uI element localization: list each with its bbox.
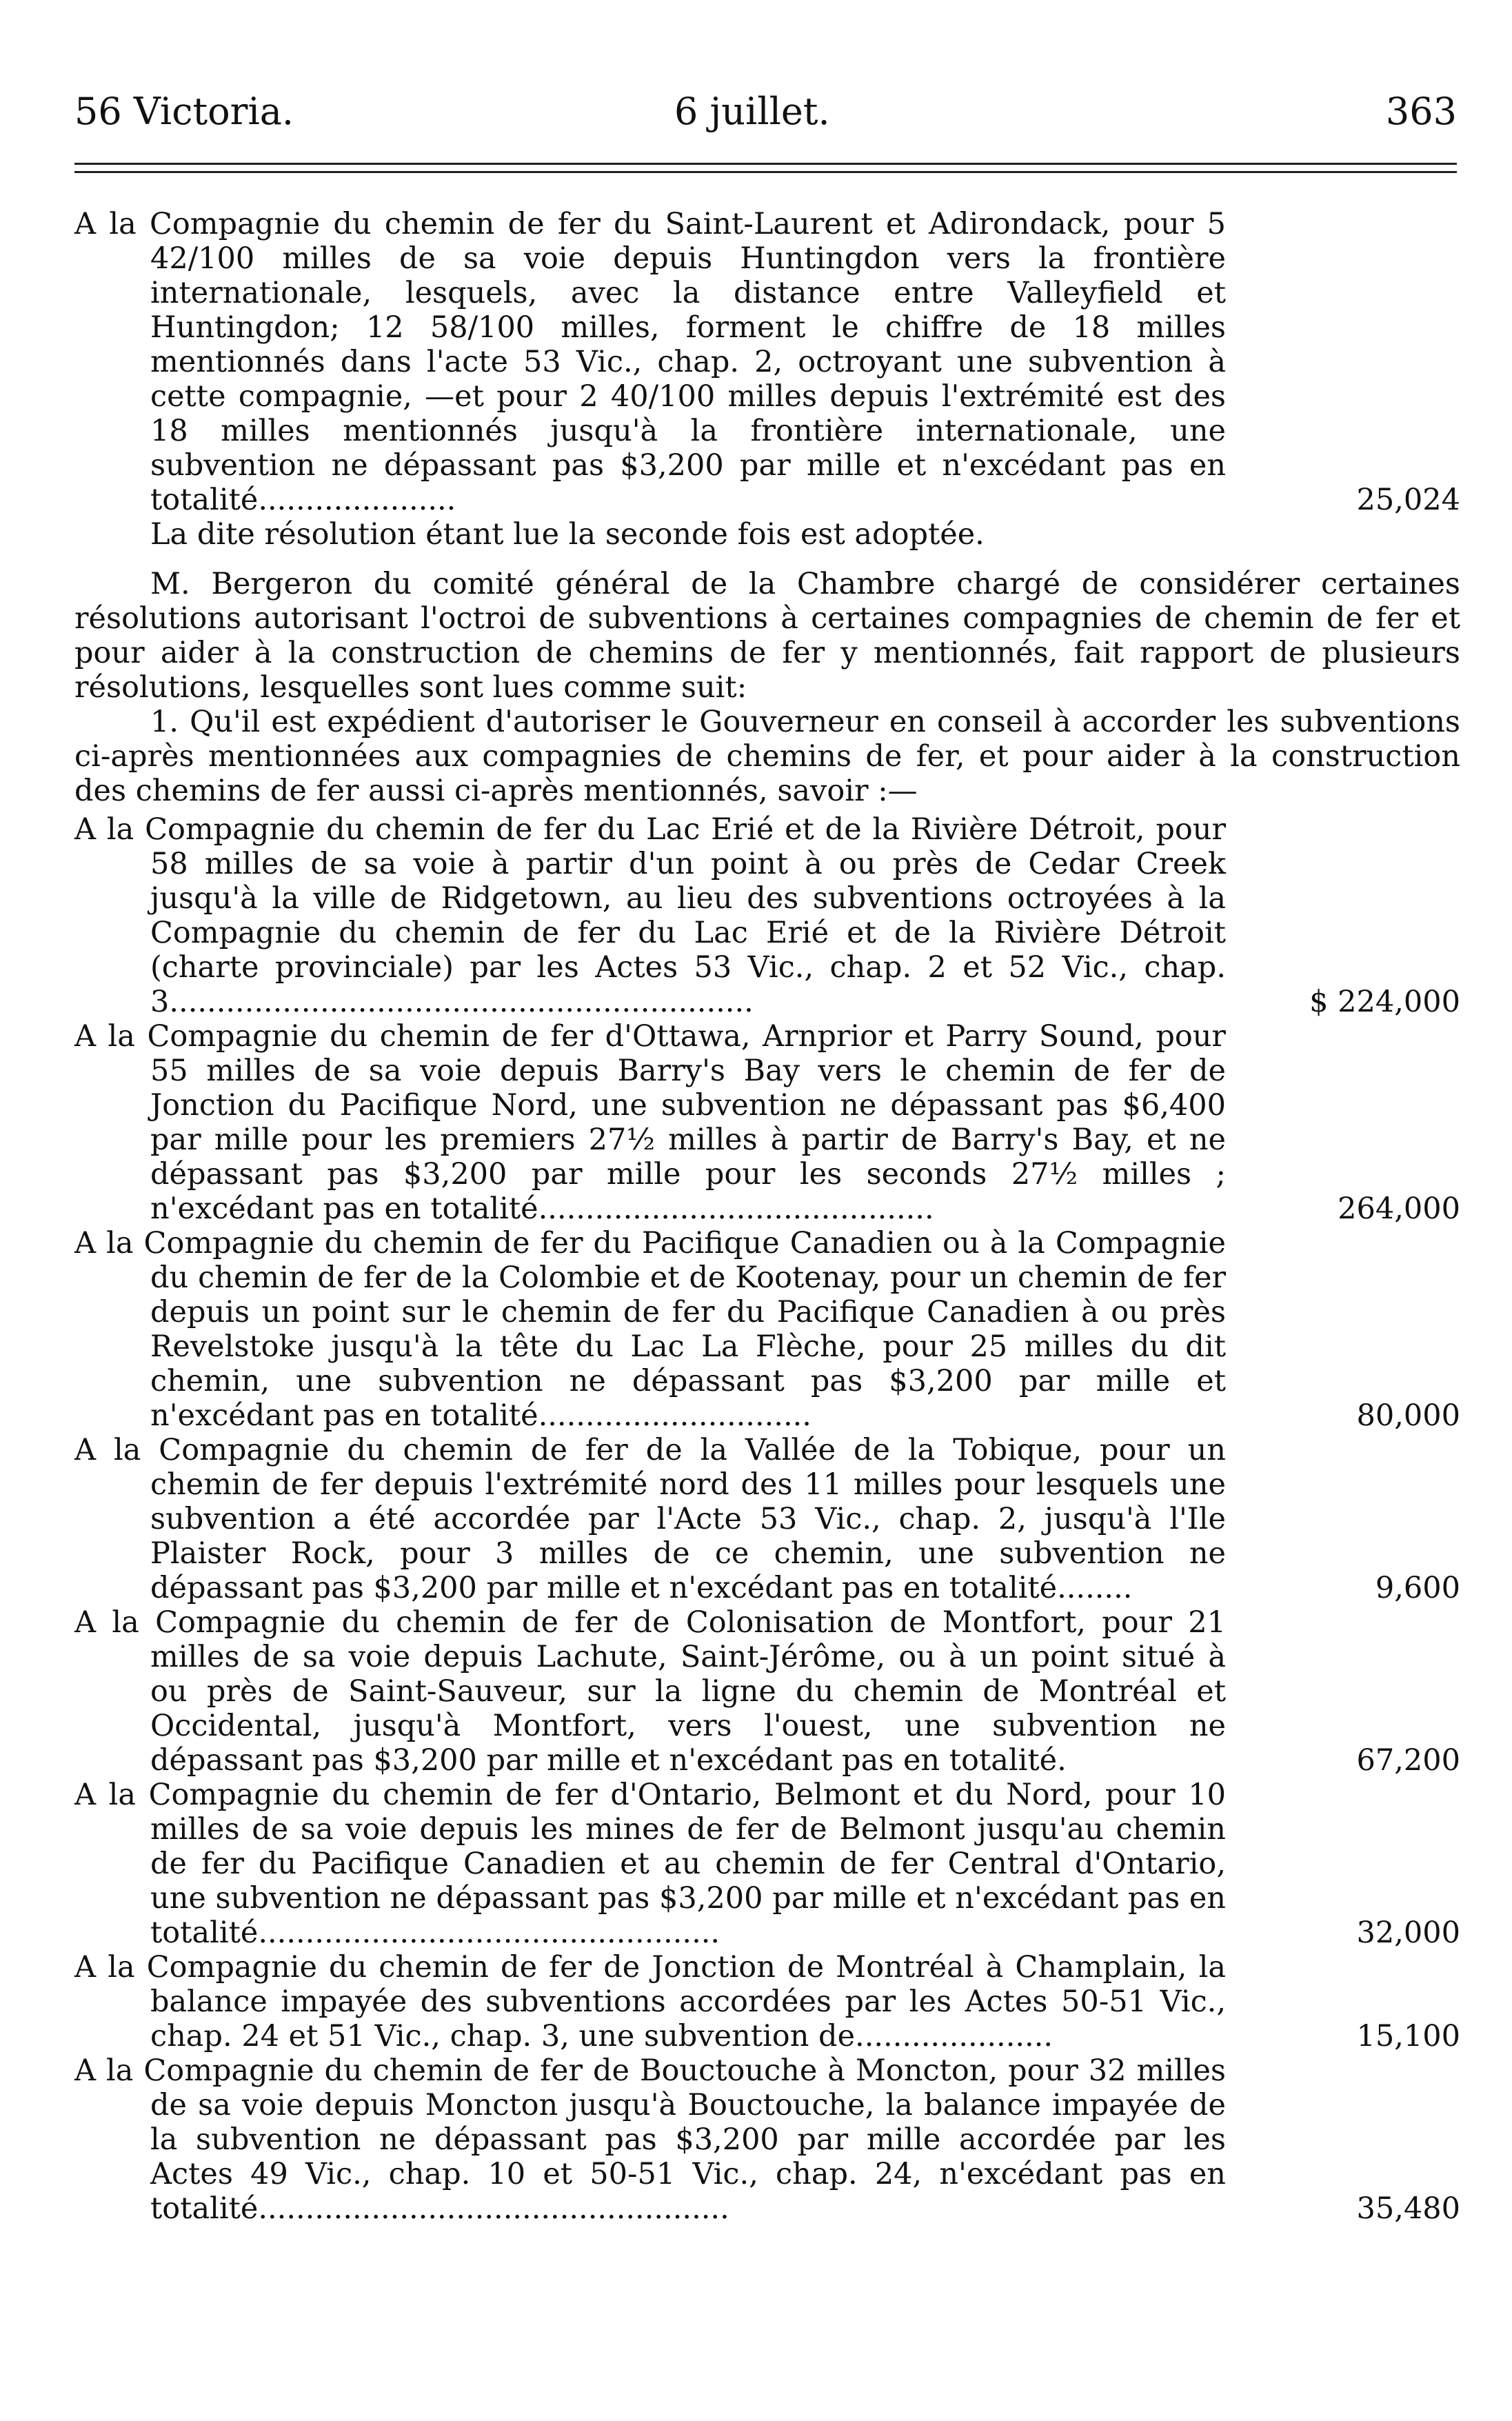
- entry-amount: 15,100: [1356, 2019, 1460, 2053]
- header-rule-top: [74, 163, 1457, 165]
- entry-amount: 32,000: [1356, 1916, 1460, 1950]
- entry-text: A la Compagnie du chemin de fer de la Vallée de la Tobique, pour un chemin de fer depuis l'extrémité nord des 11 milles pour lesquels une subvention a été accordée par l'Acte 53 Vic., chap. 2, jusqu'à l'Ile Plaister Rock, pour 3 milles de ce chemin, une subvention ne dépassant pas $3,200 par mille et n'excédant pas en totalité........: [74, 1433, 1226, 1605]
- subsidy-entry: [74, 2053, 1460, 2226]
- entry-text: A la Compagnie du chemin de fer de Jonction de Montréal à Champlain, la balance impayée des subventions accordées par les Actes 50-51 Vic., chap. 24 et 51 Vic., chap. 3, une subvention de.....................: [74, 1950, 1226, 2053]
- entry-text: A la Compagnie du chemin de fer du Saint-Laurent et Adirondack, pour 5 42/100 milles de sa voie depuis Huntingdon vers la frontière internationale, lesquels, avec la distance entre Valleyfield et Huntingdon; 12 58/100 milles, forment le chiffre de 18 milles mentionnés dans l'acte 53 Vic., chap. 2, octroyant une subvention à cette compagnie, —et pour 2 40/100 milles depuis l'extrémité est des 18 milles mentionnés jusqu'à la frontière internationale, une subvention ne dépassant pas $3,200 par mille et n'excédant pas en totalité.....................: [74, 207, 1226, 517]
- entry-amount: 80,000: [1356, 1398, 1460, 1433]
- adoption-note: La dite résolution étant lue la seconde fois est adoptée.: [150, 517, 985, 552]
- entry-amount: 67,200: [1356, 1743, 1460, 1778]
- subsidy-entry: [74, 812, 1460, 1019]
- entry-text: A la Compagnie du chemin de fer de Colonisation de Montfort, pour 21 milles de sa voie depuis Lachute, Saint-Jérôme, ou à un point situé à ou près de Saint-Sauveur, sur la ligne du chemin de Montréal et Occidental, jusqu'à Montfort, vers l'ouest, une subvention ne dépassant pas $3,200 par mille et n'excédant pas en totalité.: [74, 1605, 1226, 1778]
- entry-amount: $ 224,000: [1309, 985, 1460, 1019]
- entry-text: A la Compagnie du chemin de fer du Pacifique Canadien ou à la Compagnie du chemin de fer de la Colombie et de Kootenay, pour un chemin de fer depuis un point sur le chemin de fer du Pacifique Canadien à ou près Revelstoke jusqu'à la tête du Lac La Flèche, pour 25 milles du dit chemin, une subvention ne dépassant pas $3,200 par mille et n'excédant pas en totalité.............................: [74, 1226, 1226, 1433]
- entry-text: A la Compagnie du chemin de fer d'Ontario, Belmont et du Nord, pour 10 milles de sa voie depuis les mines de fer de Belmont jusqu'au chemin de fer du Pacifique Canadien et au chemin de fer Central d'Ontario, une subvention ne dépassant pas $3,200 par mille et n'excédant pas en totalité.................................................: [74, 1778, 1226, 1950]
- entry-text: A la Compagnie du chemin de fer d'Ottawa, Arnprior et Parry Sound, pour 55 milles de sa voie depuis Barry's Bay vers le chemin de fer de Jonction du Pacifique Nord, une subvention ne dépassant pas $6,400 par mille pour les premiers 27½ milles à partir de Barry's Bay, et ne dépassant pas $3,200 par mille pour les seconds 27½ milles ; n'excédant pas en totalité..........................................: [74, 1019, 1226, 1226]
- page-header: [74, 90, 1457, 145]
- subsidy-entry: [74, 1226, 1460, 1433]
- date-label: 6 juillet.: [674, 90, 830, 133]
- entry-text: A la Compagnie du chemin de fer de Bouctouche à Moncton, pour 32 milles de sa voie depuis Moncton jusqu'à Bouctouche, la balance impayée de la subvention ne dépassant pas $3,200 par mille accordée par les Actes 49 Vic., chap. 10 et 50-51 Vic., chap. 24, n'excédant pas en totalité..................................................: [74, 2053, 1226, 2226]
- subsidy-entry: [74, 1433, 1460, 1605]
- subsidy-entry: [74, 1019, 1460, 1226]
- entry-amount: 264,000: [1338, 1192, 1460, 1226]
- session-label: 56 Victoria.: [74, 90, 294, 133]
- entry-amount: 35,480: [1356, 2191, 1460, 2226]
- entry-amount: 9,600: [1375, 1571, 1460, 1605]
- resolution-text: 1. Qu'il est expédient d'autoriser le Gouverneur en conseil à accorder les subventions ci-après mentionnées aux compagnies de chemins de fer, et pour aider à la construction des chemins de fer aussi ci-après mentionnés, savoir :—: [74, 705, 1460, 808]
- subsidy-entry: [74, 1778, 1460, 1950]
- page-number: 363: [1385, 90, 1457, 133]
- page-content: [74, 207, 1460, 2226]
- entry-amount: 25,024: [1356, 483, 1460, 517]
- subsidy-entry: [74, 1605, 1460, 1778]
- committee-report: M. Bergeron du comité général de la Chambre chargé de considérer certaines résolutions autorisant l'octroi de subventions à certaines compagnies de chemin de fer et pour aider à la construction de chemins de fer y mentionnés, fait rapport de plusieurs résolutions, lesquelles sont lues comme suit:: [74, 567, 1460, 705]
- entry-text: A la Compagnie du chemin de fer du Lac Erié et de la Rivière Détroit, pour 58 milles de sa voie à partir d'un point à ou près de Cedar Creek jusqu'à la ville de Ridgetown, au lieu des subventions octroyées à la Compagnie du chemin de fer du Lac Erié et de la Rivière Détroit (charte provinciale) par les Actes 53 Vic., chap. 2 et 52 Vic., chap. 3..............................................................: [74, 812, 1226, 1019]
- header-rule-bottom: [74, 171, 1457, 173]
- subsidy-entry: [74, 1950, 1460, 2053]
- subsidy-entry: [74, 207, 1460, 517]
